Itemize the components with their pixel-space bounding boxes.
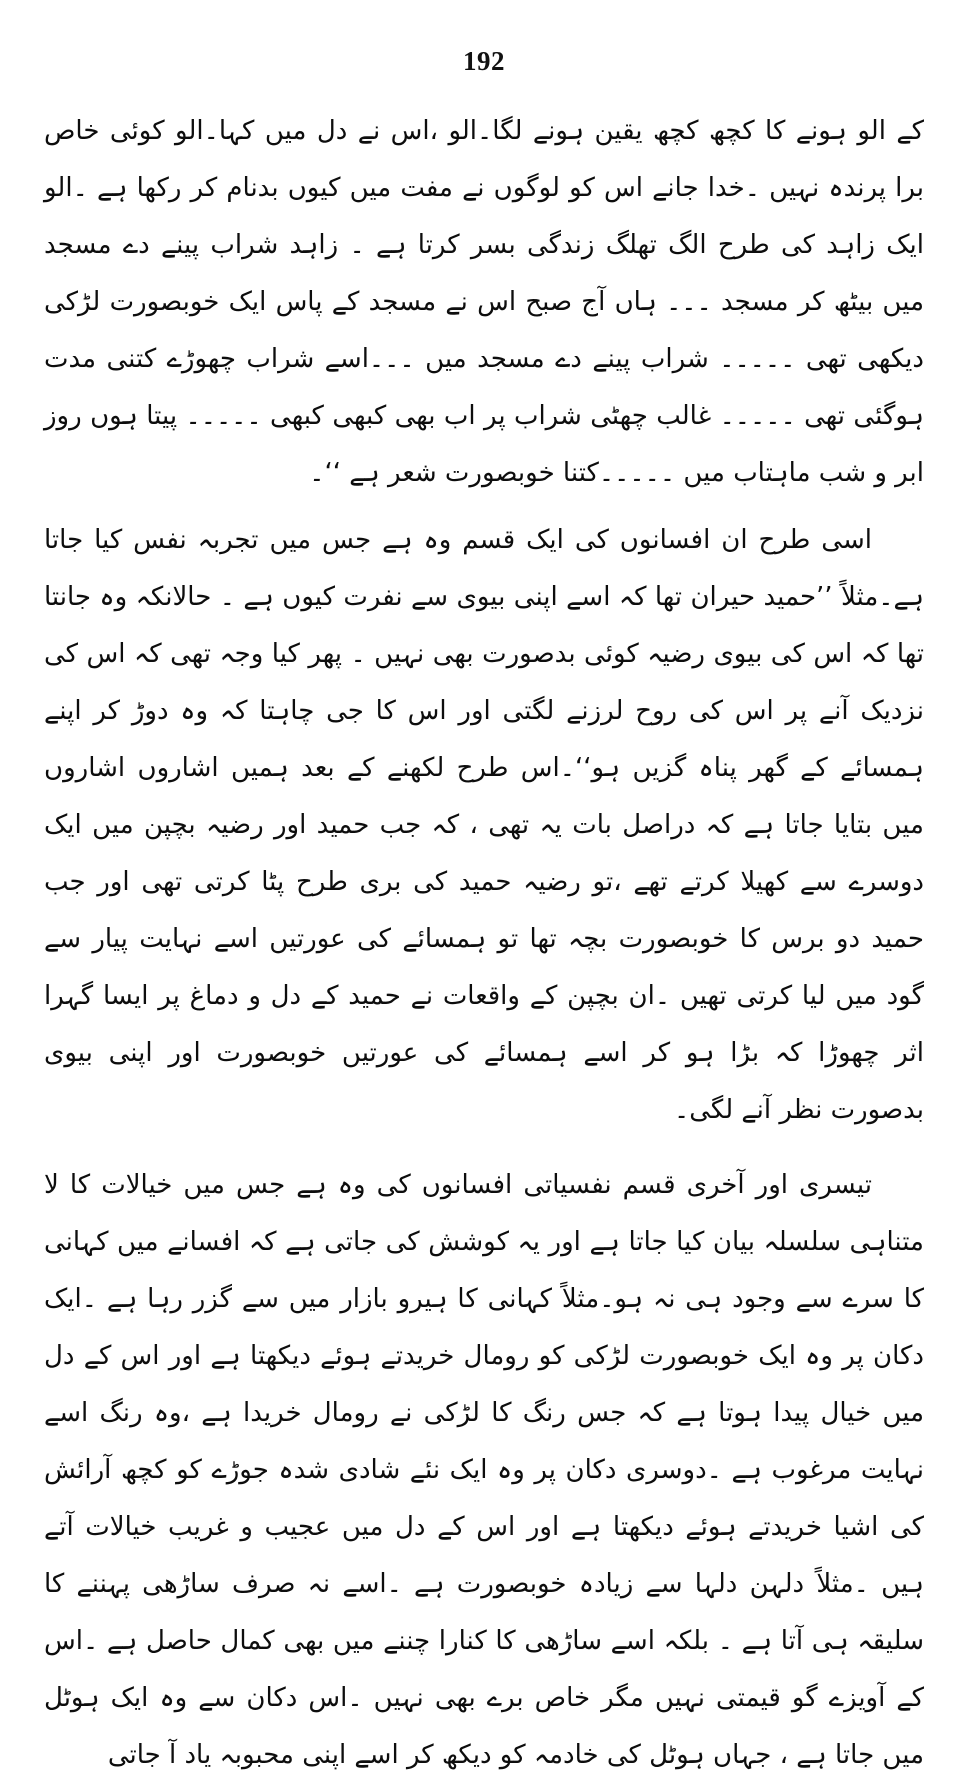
page-number: 192 — [463, 46, 505, 76]
paragraph-3: تیسری اور آخری قسم نفسیاتی افسانوں کی وہ ہے جس میں خیالات کا لا متناہی سلسلہ بیان کیا جاتا ہے اور یہ کوشش کی جاتی ہے کہ افسانے میں کہانی کا سرے سے وجود ہی نہ ہو۔مثلاً کہانی کا ہیرو بازار میں سے گزر رہا ہے ۔ایک دکان پر وہ ایک خوبصورت لڑکی کو رومال خریدتے ہوئے دیکھتا ہے اور اس کے دل میں خیال پیدا ہوتا ہے کہ جس رنگ کا لڑکی نے رومال خریدا ہے ،وہ رنگ اسے نہایت مرغوب ہے ۔دوسری دکان پر وہ ایک نئے شادی شدہ جوڑے کو کچھ آرائش کی اشیا خریدتے ہوئے دیکھتا ہے اور اس کے دل میں عجیب و غریب خیالات آتے ہیں ۔مثلاً دلہن دلہا سے زیادہ خوبصورت ہے ۔اسے نہ صرف ساڑھی پہننے کا سلیقہ ہی آتا ہے ۔ بلکہ اسے ساڑھی کا کنارا چننے میں بھی کمال حاصل ہے ۔اس کے آویزے گو قیمتی نہیں مگر خاص برے بھی نہیں ۔اس دکان سے وہ ایک ہوٹل میں جاتا ہے ، جہاں ہوٹل کی خادمہ کو دیکھ کر اسے اپنی محبوبہ یاد آ جاتی — [44, 1170, 924, 1770]
paragraph-2: اسی طرح ان افسانوں کی ایک قسم وہ ہے جس میں تجربہ نفس کیا جاتا ہے۔مثلاً ’’حمید حیران تھا کہ اسے اپنی بیوی سے نفرت کیوں ہے ۔ حالانکہ وہ جانتا تھا کہ اس کی بیوی رضیہ کوئی بدصورت بھی نہیں ۔ پھر کیا وجہ تھی کہ اس کی نزدیک آنے پر اس کی روح لرزنے لگتی اور اس کا جی چاہتا کہ وہ دوڑ کر اپنے ہمسائے کے گھر پناہ گزیں ہو‘‘۔اس طرح لکھنے کے بعد ہمیں اشاروں اشاروں میں بتایا جاتا ہے کہ دراصل بات یہ تھی ، کہ جب حمید اور رضیہ بچپن میں ایک دوسرے سے کھیلا کرتے تھے ،تو رضیہ حمید کی بری طرح پٹا کرتی تھی اور جب حمید دو برس کا خوبصورت بچہ تھا تو ہمسائے کی عورتیں اسے نہایت پیار سے گود میں لیا کرتی تھیں ۔ان بچپن کے واقعات نے حمید کے دل و دماغ پر ایسا گہرا اثر چھوڑا کہ بڑا ہو کر اسے ہمسائے کی عورتیں خوبصورت اور اپنی بیوی بدصورت نظر آنے لگی۔ — [44, 525, 924, 1125]
paragraph-spacer — [44, 1143, 924, 1157]
paragraph-1: کے الو ہونے کا کچھ کچھ یقین ہونے لگا۔الو ،اس نے دل میں کہا۔الو کوئی خاص برا پرندہ نہیں ۔خدا جانے اس کو لوگوں نے مفت میں کیوں بدنام کر رکھا ہے ۔الو ایک زاہد کی طرح الگ تھلگ زندگی بسر کرتا ہے ۔ زاہد شراب پینے دے مسجد میں بیٹھ کر مسجد ۔۔۔ ہاں آج صبح اس نے مسجد کے پاس ایک خوبصورت لڑکی دیکھی تھی ۔۔۔۔۔ شراب پینے دے مسجد میں ۔۔۔اسے شراب چھوڑے کتنی مدت ہوگئی تھی ۔۔۔۔۔ غالب چھٹی شراب پر اب بھی کبھی کبھی ۔۔۔۔۔ پیتا ہوں روز ابر و شب ماہتاب میں ۔۔۔۔۔کتنا خوبصورت شعر ہے ‘‘۔ — [44, 116, 924, 488]
page-body — [44, 103, 924, 1784]
